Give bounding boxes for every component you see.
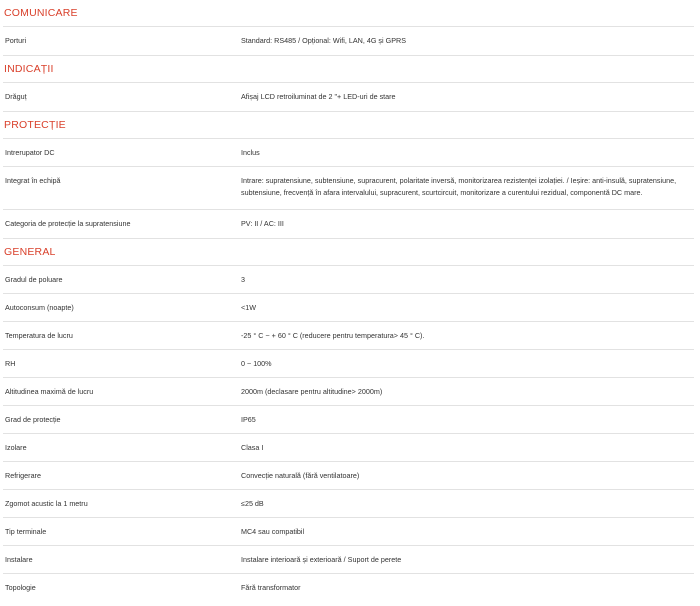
spec-value: 0 ~ 100%	[241, 359, 272, 368]
spec-row	[3, 574, 694, 602]
spec-row	[3, 518, 694, 546]
spec-value: MC4 sau compatibil	[241, 527, 305, 536]
section-protectie	[3, 112, 694, 239]
spec-value: ≤25 dB	[241, 499, 264, 508]
spec-row	[3, 490, 694, 518]
spec-label: Altitudinea maximă de lucru	[5, 387, 94, 396]
spec-row	[3, 350, 694, 378]
spec-row	[3, 266, 694, 294]
spec-label: Instalare	[5, 555, 33, 564]
spec-value: 2000m (declasare pentru altitudine> 2000m)	[241, 387, 383, 396]
spec-row	[3, 378, 694, 406]
spec-value: PV: II / AC: III	[241, 219, 284, 228]
section-comunicare	[3, 0, 694, 56]
section-title: GENERAL	[3, 239, 694, 266]
spec-label: Grad de protecție	[5, 415, 61, 424]
spec-label: Temperatura de lucru	[5, 331, 73, 340]
spec-label: Refrigerare	[5, 471, 41, 480]
spec-label: Izolare	[5, 443, 27, 452]
spec-row	[3, 27, 694, 55]
section-title: INDICAȚII	[3, 56, 694, 83]
spec-value: Convecție naturală (fără ventilatoare)	[241, 471, 360, 480]
spec-label: RH	[5, 359, 16, 368]
spec-row	[3, 294, 694, 322]
spec-row	[3, 167, 694, 210]
spec-label: Autoconsum (noapte)	[5, 303, 74, 312]
section-title: PROTECȚIE	[3, 112, 694, 139]
spec-value: Clasa I	[241, 443, 264, 452]
spec-label: Integrat în echipă	[5, 176, 61, 185]
spec-value: Afișaj LCD retroiluminat de 2 "+ LED-uri de stare	[241, 92, 396, 101]
spec-value: <1W	[241, 303, 256, 312]
spec-row	[3, 462, 694, 490]
spec-label: Topologie	[5, 583, 36, 592]
spec-value: Fără transformator	[241, 583, 301, 592]
spec-row	[3, 210, 694, 238]
section-indicatii	[3, 56, 694, 112]
spec-value: Inclus	[241, 148, 260, 157]
spec-value: Standard: RS485 / Opțional: Wifi, LAN, 4G și GPRS	[241, 36, 406, 45]
spec-row	[3, 434, 694, 462]
spec-value: Intrare: supratensiune, subtensiune, supracurent, polaritate inversă, monitorizarea rezistenței izolației. / Ieșire: anti-insulă, supratensiune, subtensiune, frecvență în afara intervalului, supracurent, scurtcircuit, monitorizare a curentului rezidual, componentă DC mare.	[241, 176, 677, 197]
spec-label: Tip terminale	[5, 527, 47, 536]
spec-row	[3, 322, 694, 350]
spec-value: Instalare interioară și exterioară / Suport de perete	[241, 555, 402, 564]
spec-label: Porturi	[5, 36, 27, 45]
section-title: COMUNICARE	[3, 0, 694, 27]
spec-label: Categoria de protecție la supratensiune	[5, 219, 131, 228]
spec-row	[3, 546, 694, 574]
spec-label: Intrerupator DC	[5, 148, 55, 157]
section-general	[3, 239, 694, 602]
spec-row	[3, 83, 694, 111]
spec-row	[3, 139, 694, 167]
spec-label: Drăguț	[5, 92, 27, 101]
spec-value: 3	[241, 275, 245, 284]
spec-value: -25 ° C ~ + 60 ° C (reducere pentru temperatura> 45 ° C).	[241, 331, 425, 340]
spec-value: IP65	[241, 415, 256, 424]
spec-label: Gradul de poluare	[5, 275, 63, 284]
spec-row	[3, 406, 694, 434]
spec-label: Zgomot acustic la 1 metru	[5, 499, 88, 508]
